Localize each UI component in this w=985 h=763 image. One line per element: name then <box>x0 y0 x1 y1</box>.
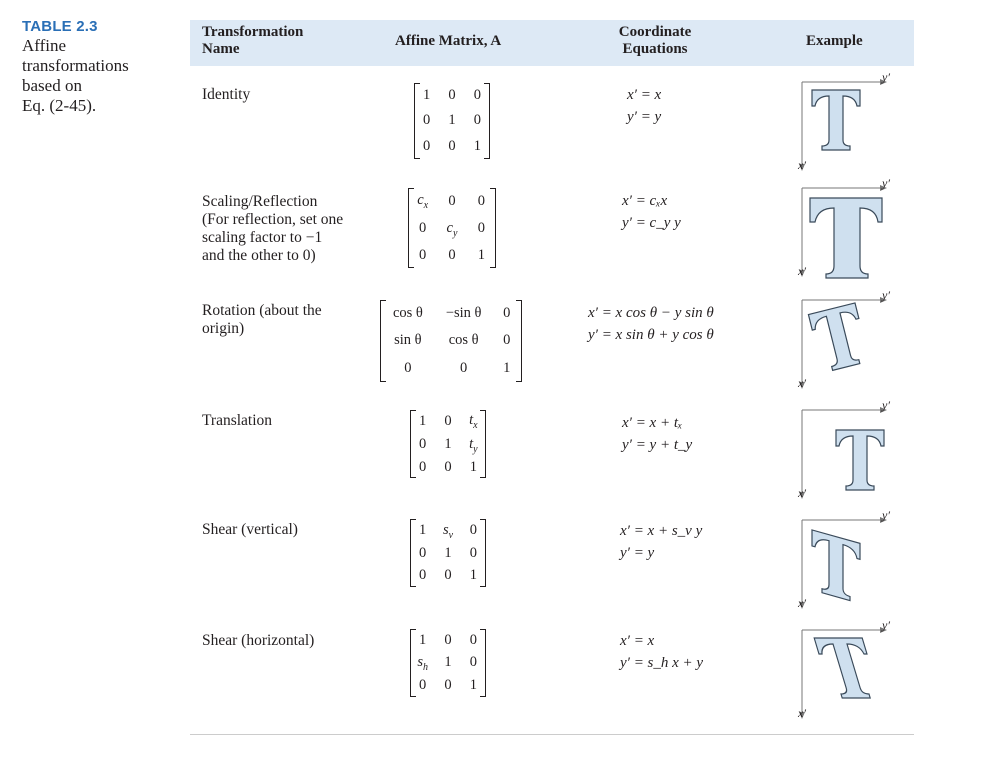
equations-shear-vertical: x′ = x + s_v y y′ = y <box>620 523 703 561</box>
y-axis-label: y′ <box>882 508 890 522</box>
matrix-identity: 1 0 0 0 1 0 0 0 1 <box>414 83 490 159</box>
caption-line: based on <box>22 76 82 95</box>
header-affine-matrix: Affine Matrix, A <box>395 33 502 49</box>
table-label: TABLE 2.3 <box>22 18 98 35</box>
caption-text <box>22 36 172 116</box>
equations-shear-horizontal: x′ = x y′ = s_h x + y <box>620 633 704 671</box>
example-translation-graphic <box>798 404 908 504</box>
y-axis-label: y′ <box>882 398 890 412</box>
row-name-scaling: Scaling/Reflection (For reflection, set one scaling factor to −1 and the other to 0) <box>202 193 344 264</box>
header-transformation-name: Transformation Name <box>202 24 304 57</box>
table-caption <box>22 18 172 116</box>
row-name-translation: Translation <box>202 412 273 429</box>
caption-line: transformations <box>22 56 129 75</box>
equations-scaling: x′ = cₓx y′ = c_y y <box>622 193 681 231</box>
header-example: Example <box>806 33 863 49</box>
equations-translation: x′ = x + tₓ y′ = y + t_y <box>622 415 693 453</box>
example-scaling-graphic <box>798 182 908 282</box>
matrix-scaling: $c_x$ 0 0 0 $c_y$ 0 0 0 1 <box>408 188 496 268</box>
example-shear-horizontal <box>798 618 908 724</box>
caption-line: Affine <box>22 36 67 55</box>
example-shear-vertical <box>798 508 908 614</box>
header-coordinate-equations: Coordinate Equations <box>618 24 692 57</box>
x-axis-label: x′ <box>798 376 806 390</box>
table-bottom-rule <box>190 734 914 735</box>
x-axis-label: x′ <box>798 264 806 278</box>
matrix-shear-horizontal: 1 0 0 $s_h$ 1 0 0 0 1 <box>410 629 486 697</box>
example-shear-vertical-graphic <box>798 514 908 614</box>
example-identity-graphic <box>798 76 908 176</box>
y-axis-label: y′ <box>882 70 890 84</box>
y-axis-label: y′ <box>882 288 890 302</box>
equations-identity: x′ = x y′ = y <box>627 87 662 125</box>
example-shear-horizontal-graphic <box>798 624 908 724</box>
x-axis-label: x′ <box>798 706 806 720</box>
example-identity <box>798 70 908 176</box>
matrix-rotation: cos θ −sin θ 0 sin θ cos θ 0 0 0 1 <box>380 300 522 382</box>
row-name-shear-horizontal: Shear (horizontal) <box>202 632 315 649</box>
equations-rotation: x′ = x cos θ − y sin θ y′ = x sin θ + y cos θ <box>588 305 714 343</box>
matrix-shear-vertical: 1 $s_v$ 0 0 1 0 0 0 1 <box>410 519 486 587</box>
y-axis-label: y′ <box>882 176 890 190</box>
row-name-shear-vertical: Shear (vertical) <box>202 521 298 538</box>
y-axis-label: y′ <box>882 618 890 632</box>
x-axis-label: x′ <box>798 486 806 500</box>
x-axis-label: x′ <box>798 596 806 610</box>
x-axis-label: x′ <box>798 158 806 172</box>
example-rotation-graphic <box>798 294 908 394</box>
row-name-identity: Identity <box>202 86 251 103</box>
matrix-translation: 1 0 $t_x$ 0 1 $t_y$ 0 0 1 <box>410 410 486 478</box>
example-translation <box>798 398 908 504</box>
example-rotation <box>798 288 908 394</box>
example-scaling <box>798 176 908 282</box>
caption-line: Eq. (2-45). <box>22 96 97 115</box>
row-name-rotation: Rotation (about the origin) <box>202 302 322 337</box>
